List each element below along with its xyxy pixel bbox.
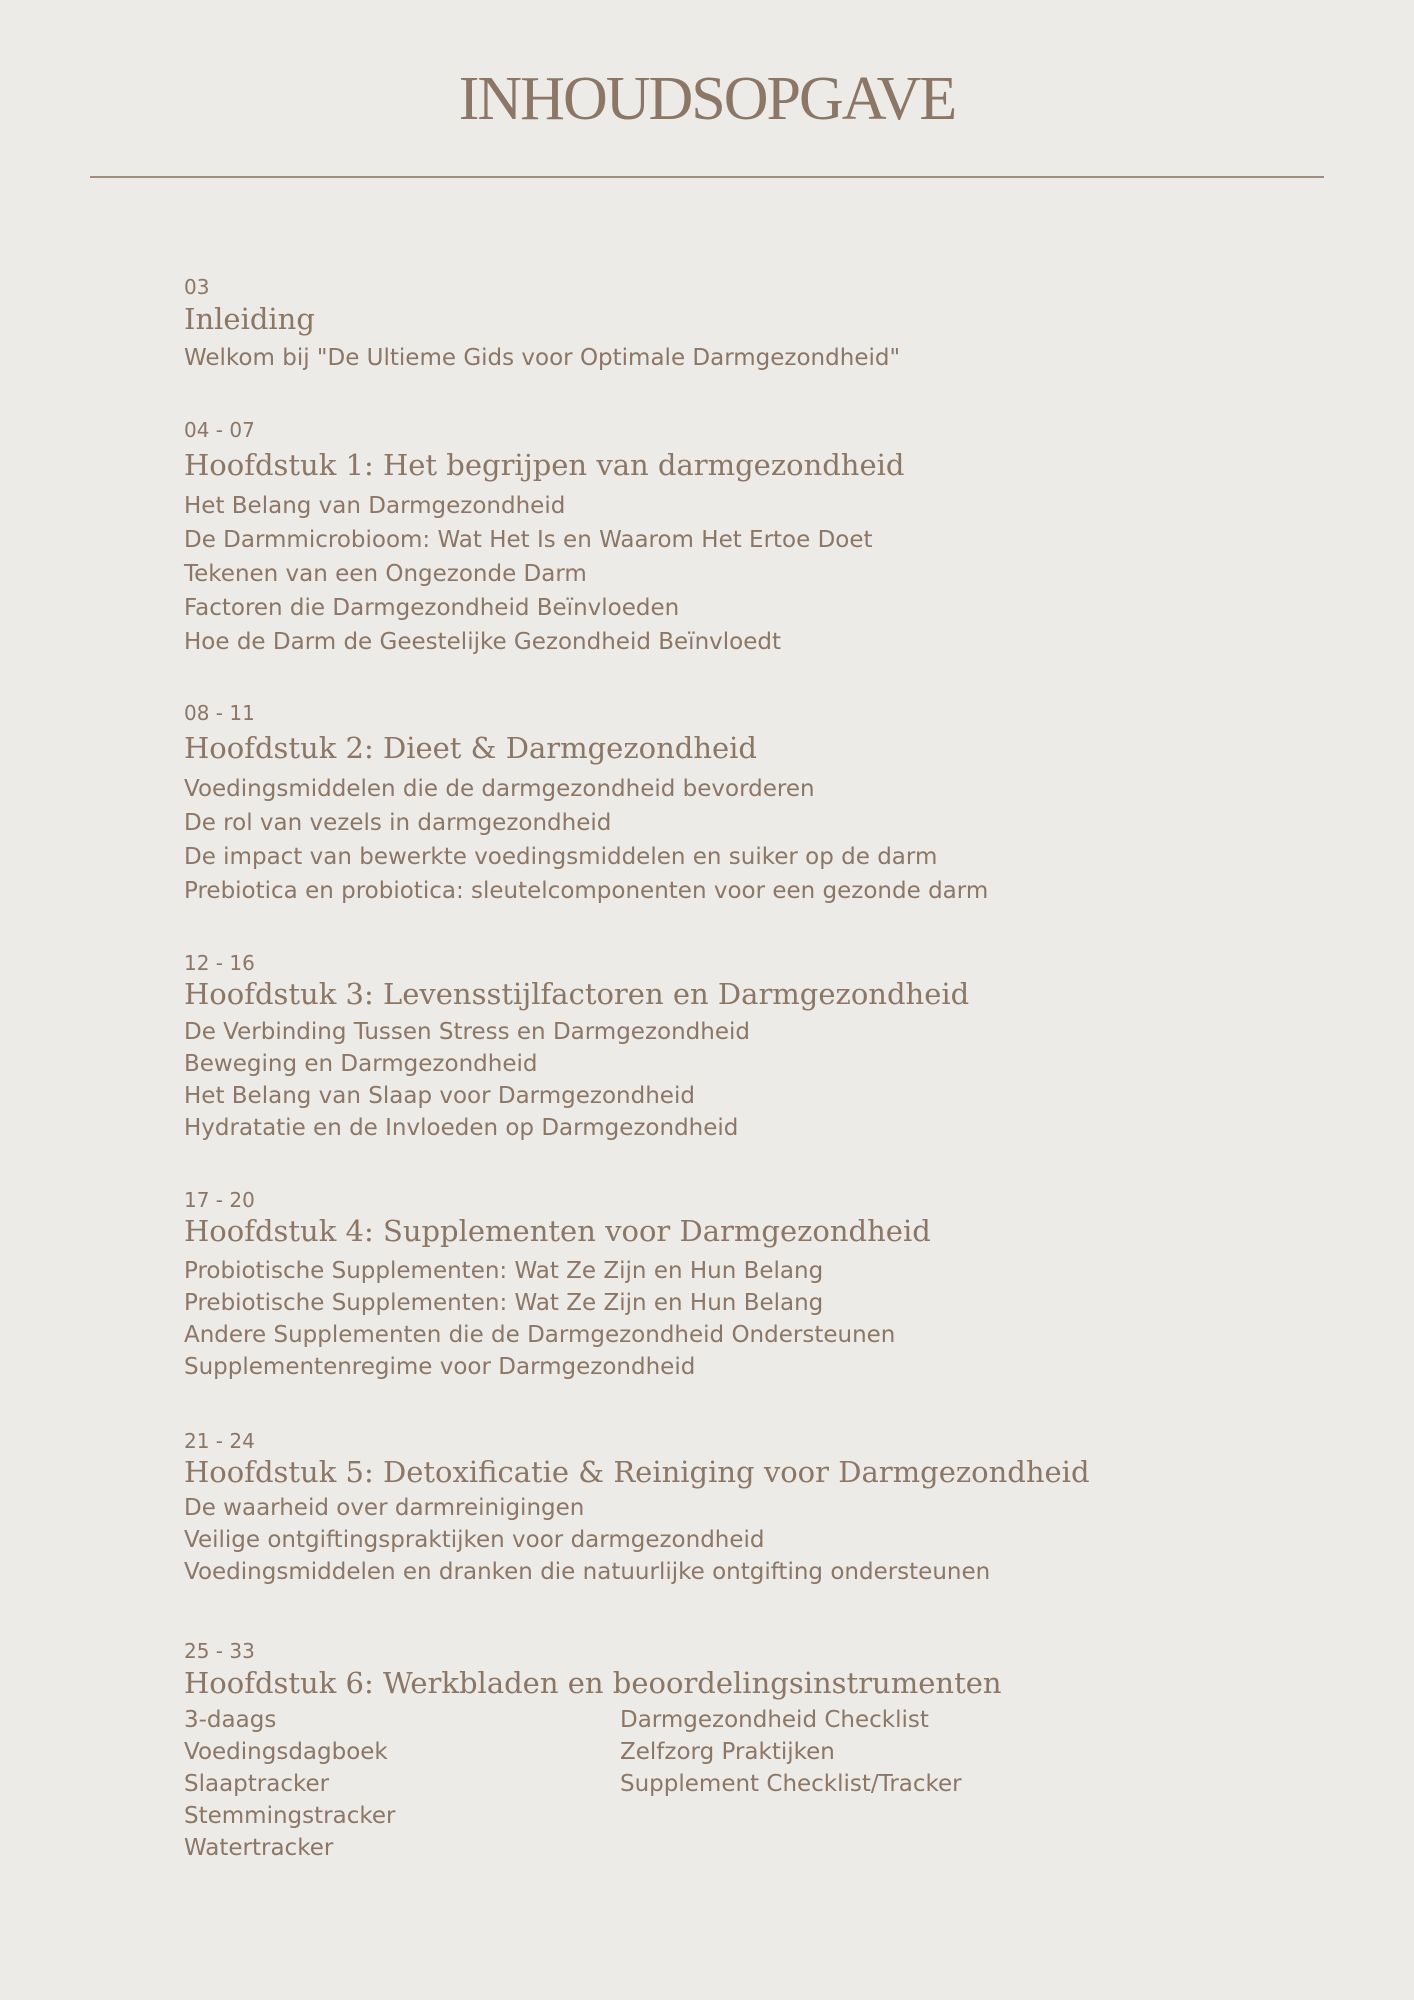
list-item: Andere Supplementen die de Darmgezondheid Ondersteunen bbox=[184, 1322, 896, 1348]
section-entries bbox=[184, 489, 1284, 659]
list-item: Welkom bij "De Ultieme Gids voor Optimale Darmgezondheid" bbox=[184, 345, 901, 371]
section-page-range: 03 bbox=[184, 275, 210, 299]
list-item: De Verbinding Tussen Stress en Darmgezondheid bbox=[184, 1019, 750, 1045]
section-title: Hoofdstuk 6: Werkbladen en beoordelingsinstrumenten bbox=[184, 1666, 1002, 1700]
section-entries bbox=[184, 1492, 1284, 1588]
list-item: Watertracker bbox=[184, 1835, 334, 1861]
toc-section-chapter-3 bbox=[184, 950, 1284, 1144]
list-item: Het Belang van Darmgezondheid bbox=[184, 493, 566, 519]
section-title: Hoofdstuk 3: Levensstijlfactoren en Darmgezondheid bbox=[184, 977, 970, 1011]
list-item: Voedingsmiddelen en dranken die natuurlijke ontgifting ondersteunen bbox=[184, 1559, 991, 1585]
toc-section-chapter-2 bbox=[184, 700, 1284, 908]
entries-left-column bbox=[184, 1704, 620, 1864]
toc-section-chapter-1 bbox=[184, 417, 1284, 659]
list-item: Factoren die Darmgezondheid Beïnvloeden bbox=[184, 595, 680, 621]
section-title: Hoofdstuk 1: Het begrijpen van darmgezondheid bbox=[184, 448, 905, 482]
title-divider bbox=[90, 176, 1324, 178]
list-item: Het Belang van Slaap voor Darmgezondheid bbox=[184, 1083, 695, 1109]
list-item: De Darmmicrobioom: Wat Het Is en Waarom Het Ertoe Doet bbox=[184, 527, 873, 553]
entries-right-column bbox=[620, 1704, 962, 1864]
list-item: Prebiotica en probiotica: sleutelcomponenten voor een gezonde darm bbox=[184, 878, 989, 904]
list-item: Tekenen van een Ongezonde Darm bbox=[184, 561, 587, 587]
page-title: INHOUDSOPGAVE bbox=[458, 65, 956, 133]
section-page-range: 04 - 07 bbox=[184, 418, 255, 442]
list-item: Supplement Checklist/Tracker bbox=[620, 1771, 962, 1797]
section-title: Hoofdstuk 5: Detoxificatie & Reiniging voor Darmgezondheid bbox=[184, 1455, 1090, 1489]
section-entries bbox=[184, 772, 1284, 908]
section-page-range: 08 - 11 bbox=[184, 701, 255, 725]
toc-section-chapter-6 bbox=[184, 1638, 1284, 1864]
list-item: Darmgezondheid Checklist bbox=[620, 1707, 929, 1733]
toc-section-chapter-5 bbox=[184, 1428, 1284, 1588]
section-title: Hoofdstuk 4: Supplementen voor Darmgezondheid bbox=[184, 1214, 931, 1248]
section-entries bbox=[184, 1255, 1284, 1383]
list-item: Zelfzorg Praktijken bbox=[620, 1739, 835, 1765]
list-item: Hoe de Darm de Geestelijke Gezondheid Beïnvloedt bbox=[184, 629, 781, 655]
section-entries bbox=[184, 340, 1284, 376]
list-item: Hydratatie en de Invloeden op Darmgezondheid bbox=[184, 1115, 739, 1141]
section-page-range: 17 - 20 bbox=[184, 1188, 255, 1212]
section-entries bbox=[184, 1704, 1284, 1864]
toc-section-chapter-4 bbox=[184, 1187, 1284, 1383]
toc-section-intro bbox=[184, 274, 1284, 376]
list-item: De rol van vezels in darmgezondheid bbox=[184, 810, 612, 836]
list-item: Voedingsmiddelen die de darmgezondheid bevorderen bbox=[184, 776, 815, 802]
list-item: Supplementenregime voor Darmgezondheid bbox=[184, 1354, 696, 1380]
list-item: Beweging en Darmgezondheid bbox=[184, 1051, 538, 1077]
section-page-range: 12 - 16 bbox=[184, 951, 255, 975]
list-item: Veilige ontgiftingspraktijken voor darmgezondheid bbox=[184, 1527, 765, 1553]
section-page-range: 25 - 33 bbox=[184, 1639, 255, 1663]
section-page-range: 21 - 24 bbox=[184, 1429, 255, 1453]
list-item: Probiotische Supplementen: Wat Ze Zijn en Hun Belang bbox=[184, 1258, 824, 1284]
list-item: 3-daags bbox=[184, 1707, 277, 1733]
list-item: Stemmingstracker bbox=[184, 1803, 396, 1829]
list-item: Slaaptracker bbox=[184, 1771, 330, 1797]
list-item: De waarheid over darmreinigingen bbox=[184, 1495, 585, 1521]
list-item: Prebiotische Supplementen: Wat Ze Zijn en Hun Belang bbox=[184, 1290, 824, 1316]
section-entries bbox=[184, 1016, 1284, 1144]
section-title: Inleiding bbox=[184, 302, 315, 336]
list-item: Voedingsdagboek bbox=[184, 1739, 388, 1765]
list-item: De impact van bewerkte voedingsmiddelen en suiker op de darm bbox=[184, 844, 938, 870]
section-title: Hoofdstuk 2: Dieet & Darmgezondheid bbox=[184, 731, 757, 765]
